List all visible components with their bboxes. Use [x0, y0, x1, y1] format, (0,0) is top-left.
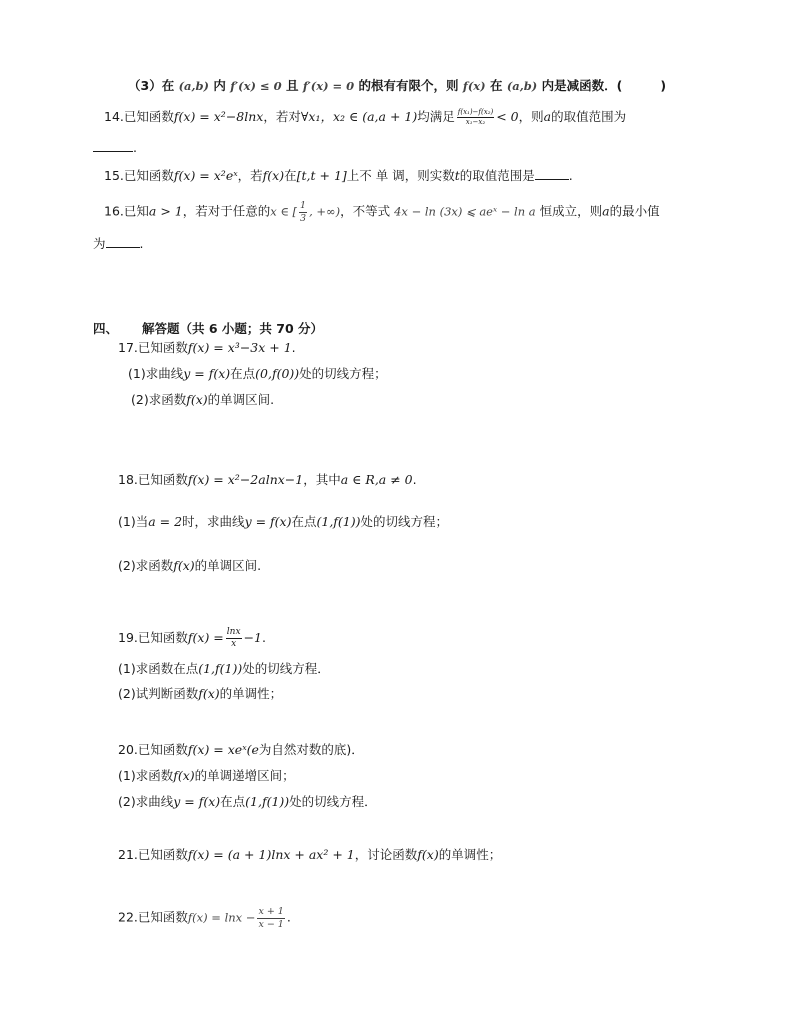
section-num: 四、 — [93, 321, 119, 336]
q14-answer-line: . — [93, 139, 137, 157]
q15-line: 15.已知函数f(x) = x²eˣ，若f(x)在[t,t + 1]上不 单 调，则实数t的取值范围是 . — [104, 168, 573, 183]
section-header — [93, 320, 323, 338]
q17-num: 17. — [118, 340, 138, 355]
q20-part2: (2)求曲线y = f(x)在点(1,f(1))处的切线方程． — [118, 794, 377, 809]
q18-line: 18.已知函数f(x) = x²−2alnx−1，其中a ∈ R,a ≠ 0. — [118, 472, 417, 487]
q14-answer-blank[interactable] — [93, 139, 133, 152]
q18-num: 18. — [118, 472, 138, 487]
q16-answer-line: 为 . — [93, 236, 144, 251]
q18-part2: (2)求函数f(x)的单调区间. — [118, 558, 262, 573]
q16-fraction: $\frac{1}{3}$ — [300, 200, 307, 224]
q17-part2: (2)求函数f(x)的单调区间. — [131, 392, 275, 407]
q14-num: 14. — [104, 109, 124, 124]
q16-line: 16.已知a > 1，若对于任意的x ∈ [ $\frac{1}{3}$ , +∞)，不等式 4x − ln (3x) ⩽ aeˣ − ln a 恒成立，则a的最小值 — [104, 200, 660, 224]
q16-num: 16. — [104, 203, 124, 219]
q22-num: 22. — [118, 909, 138, 925]
q20-line: 20.已知函数f(x) = xeˣ(e为自然对数的底)． — [118, 742, 364, 757]
q17-line: 17.已知函数f(x) = x³−3x + 1. — [118, 340, 296, 355]
q21-line: 21.已知函数f(x) = (a + 1)lnx + ax² + 1，讨论函数f(x)的单调性； — [118, 847, 502, 862]
q20-part1: (1)求函数f(x)的单调递增区间； — [118, 768, 295, 783]
q21-num: 21. — [118, 847, 138, 862]
q19-line: 19.已知函数f(x) = $\frac{\ln x}{x}$ −1. — [118, 627, 266, 649]
q14-line: 14.已知函数f(x) = x²−8lnx，若对∀x₁，x₂ ∈ (a,a + 1)均满足 $\frac{\text{f(x₁)−f(x₂)}}{\text{x₁−x₂}}$ < 0，则a的取值范围为 — [104, 108, 627, 126]
q19-num: 19. — [118, 630, 138, 645]
q16-answer-blank[interactable] — [106, 235, 140, 248]
q22-line: 22.已知函数f(x) = lnx − $\frac{x + 1}{x - 1}$ . — [118, 906, 291, 930]
q19-part1: (1)求函数在点(1,f(1))处的切线方程． — [118, 661, 330, 676]
q17-part1: (1)求曲线y = f(x)在点(0,f(0))处的切线方程； — [128, 366, 387, 381]
q20-num: 20. — [118, 742, 138, 757]
section-title: 解答题（共 6 小题；共 70 分） — [142, 321, 324, 336]
q15-answer-blank[interactable] — [535, 167, 569, 180]
q19-fraction: $\frac{\ln x}{x}$ — [226, 627, 241, 649]
q13-line: （3）在 (a,b) 内 f′(x) ≤ 0 且 f′(x) = 0 的根有有限个，则 f(x) 在 (a,b) 内是减函数．( ) — [128, 78, 667, 93]
q19-part2: (2)试判断函数f(x)的单调性； — [118, 686, 283, 701]
q13-num: （3） — [128, 78, 162, 93]
q22-fraction: $\frac{x + 1}{x - 1}$ — [258, 906, 284, 930]
q14-fraction: $\frac{\text{f(x₁)−f(x₂)}}{\text{x₁−x₂}}$ — [457, 108, 494, 126]
q15-num: 15. — [104, 168, 124, 183]
q18-part1: (1)当a = 2时，求曲线y = f(x)在点(1,f(1))处的切线方程； — [118, 514, 449, 529]
